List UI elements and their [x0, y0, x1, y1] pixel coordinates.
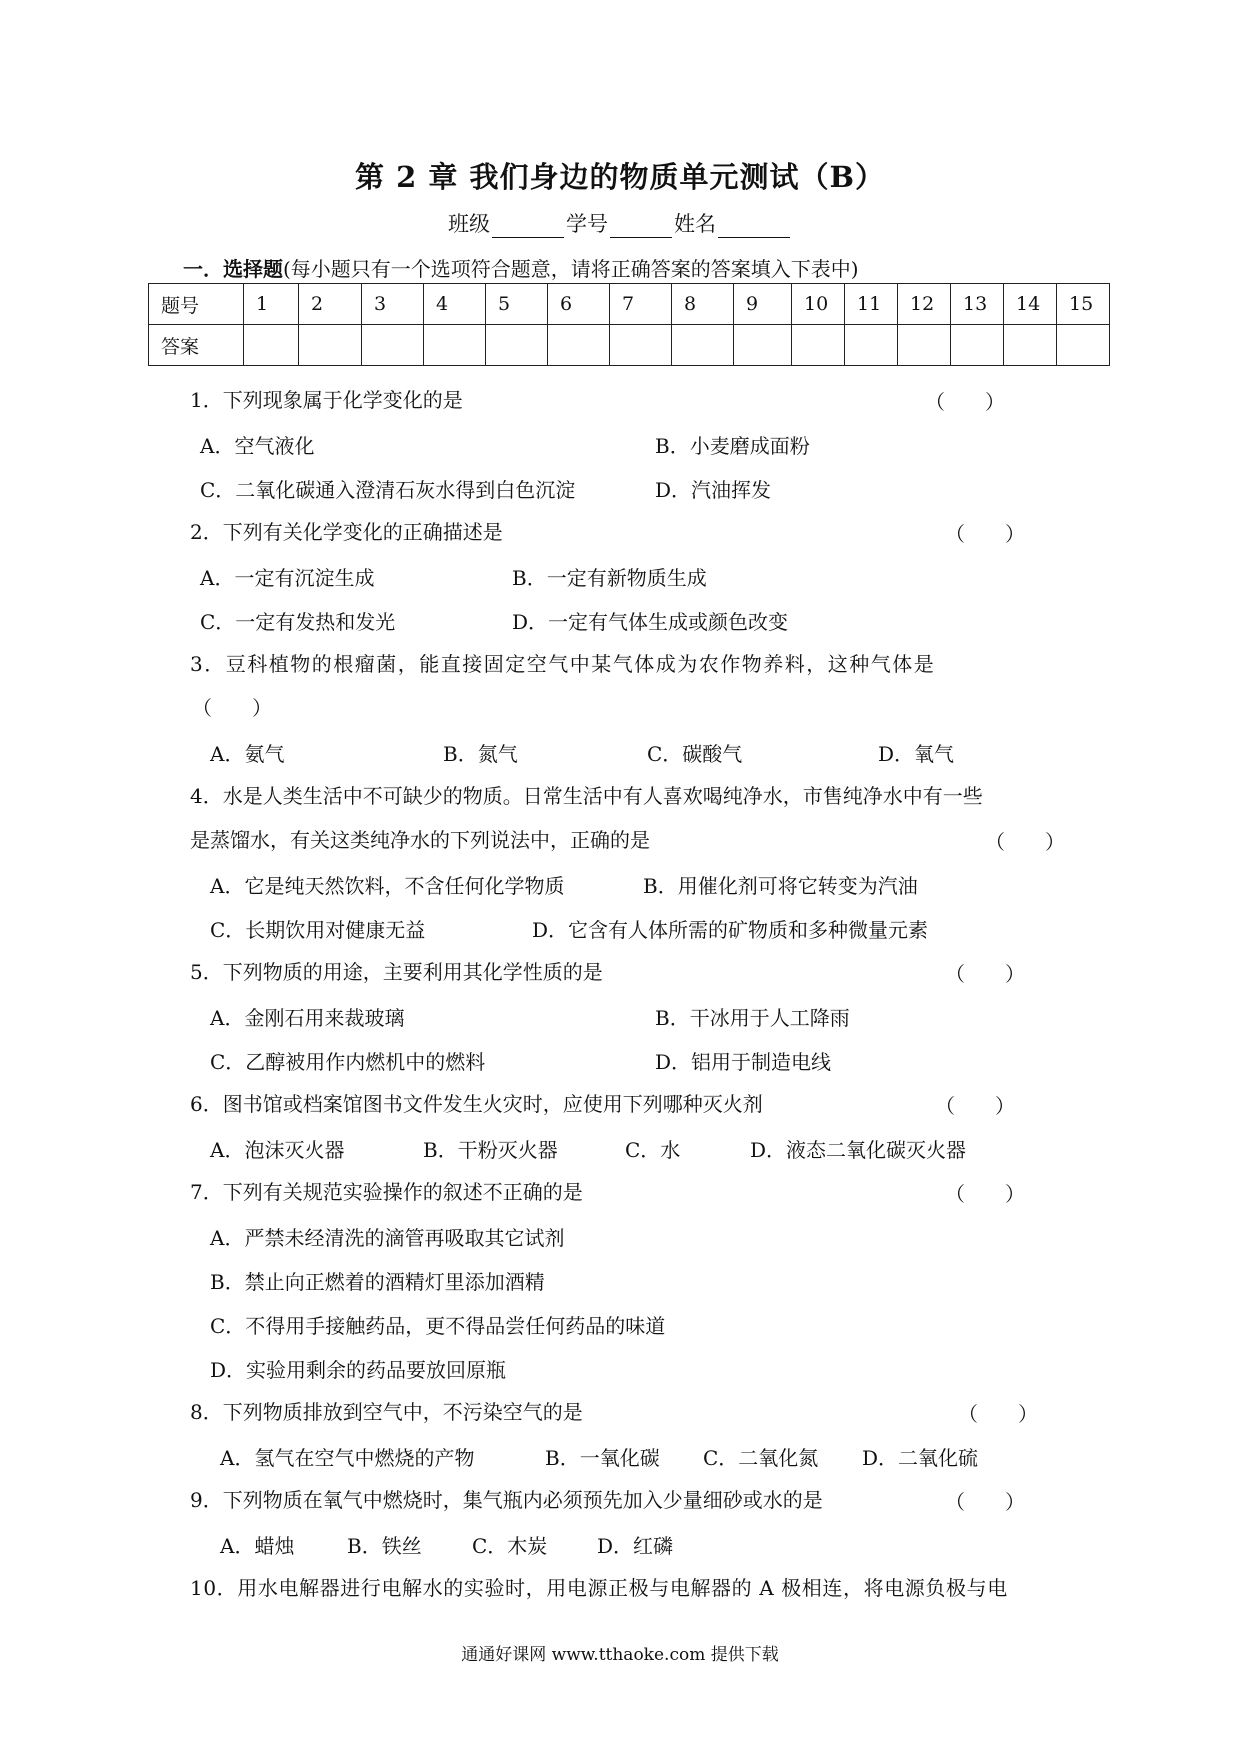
question-3-paren: （ ） — [192, 696, 272, 720]
table-number-cell: 2 — [299, 284, 362, 325]
answer-cell[interactable] — [792, 325, 845, 366]
question-9-option-a: A．蜡烛 — [220, 1534, 295, 1558]
table-number-cell: 14 — [1004, 284, 1057, 325]
question-9-option-b: B．铁丝 — [347, 1534, 422, 1558]
table-number-cell: 4 — [424, 284, 486, 325]
question-1-paren: （ ） — [925, 390, 1005, 414]
page-footer: 通通好课网 www.tthaoke.com 提供下载 — [461, 1645, 779, 1665]
question-4-option-a: A．它是纯天然饮料，不含任何化学物质 — [210, 874, 565, 898]
answer-cell[interactable] — [299, 325, 362, 366]
question-2-paren: （ ） — [945, 522, 1025, 546]
table-number-cell: 11 — [845, 284, 898, 325]
answer-table-number-row — [149, 284, 1110, 325]
question-8: 8．下列物质排放到空气中，不污染空气的是 — [190, 1400, 583, 1424]
question-9: 9．下列物质在氧气中燃烧时，集气瓶内必须预先加入少量细砂或水的是 — [190, 1488, 823, 1512]
question-10: 10．用水电解器进行电解水的实验时，用电源正极与电解器的 A 极相连，将电源负极与电 — [190, 1576, 1008, 1600]
table-number-cell: 15 — [1057, 284, 1110, 325]
question-2-option-c: C．一定有发热和发光 — [200, 610, 396, 634]
question-3-option-c: C．碳酸气 — [647, 742, 743, 766]
question-4-line-1: 4．水是人类生活中不可缺少的物质。日常生活中有人喜欢喝纯净水，市售纯净水中有一些 — [190, 784, 983, 808]
section-heading-note: (每小题只有一个选项符合题意，请将正确答案的答案填入下表中) — [283, 257, 859, 281]
table-number-cell: 8 — [672, 284, 734, 325]
table-number-cell: 6 — [548, 284, 610, 325]
page-title: 第 2 章 我们身边的物质单元测试（B） — [355, 160, 885, 194]
answer-cell[interactable] — [548, 325, 610, 366]
question-4-line-2: 是蒸馏水，有关这类纯净水的下列说法中，正确的是 — [190, 828, 650, 852]
question-7-option-d: D．实验用剩余的药品要放回原瓶 — [210, 1358, 507, 1382]
question-5: 5．下列物质的用途，主要利用其化学性质的是 — [190, 960, 603, 984]
question-6-option-c: C．水 — [625, 1138, 681, 1162]
question-6: 6．图书馆或档案馆图书文件发生火灾时，应使用下列哪种灭火剂 — [190, 1092, 763, 1116]
question-3-option-b: B．氮气 — [443, 742, 518, 766]
table-number-cell: 1 — [244, 284, 299, 325]
question-2: 2．下列有关化学变化的正确描述是 — [190, 520, 503, 544]
answer-cell[interactable] — [424, 325, 486, 366]
question-8-option-d: D．二氧化硫 — [862, 1446, 979, 1470]
answer-cell[interactable] — [1057, 325, 1110, 366]
question-2-option-d: D．一定有气体生成或颜色改变 — [512, 610, 789, 634]
question-3-option-d: D．氧气 — [878, 742, 955, 766]
answer-cell[interactable] — [898, 325, 951, 366]
student-info-line — [0, 208, 1240, 238]
section-heading-title: 一．选择题 — [183, 257, 283, 281]
answer-cell[interactable] — [244, 325, 299, 366]
answer-cell[interactable] — [610, 325, 672, 366]
row-label-answer: 答案 — [149, 325, 244, 366]
question-5-option-a: A．金刚石用来裁玻璃 — [210, 1006, 405, 1030]
question-2-option-b: B．一定有新物质生成 — [512, 566, 707, 590]
question-6-option-a: A．泡沫灭火器 — [210, 1138, 345, 1162]
question-7-option-b: B．禁止向正燃着的酒精灯里添加酒精 — [210, 1270, 545, 1294]
question-5-option-c: C．乙醇被用作内燃机中的燃料 — [210, 1050, 486, 1074]
question-8-option-b: B．一氧化碳 — [545, 1446, 660, 1470]
answer-cell[interactable] — [486, 325, 548, 366]
question-1-option-b: B．小麦磨成面粉 — [655, 434, 810, 458]
question-3-option-a: A．氨气 — [210, 742, 285, 766]
question-7-option-c: C．不得用手接触药品，更不得品尝任何药品的味道 — [210, 1314, 666, 1338]
question-4-paren: （ ） — [985, 830, 1065, 854]
answer-cell[interactable] — [362, 325, 424, 366]
question-4-option-c: C．长期饮用对健康无益 — [210, 918, 426, 942]
table-number-cell: 12 — [898, 284, 951, 325]
answer-table — [148, 283, 1110, 366]
question-9-option-c: C．木炭 — [472, 1534, 548, 1558]
answer-cell[interactable] — [951, 325, 1004, 366]
section-heading-choice — [183, 253, 859, 282]
question-5-option-d: D．铝用于制造电线 — [655, 1050, 832, 1074]
question-6-option-d: D．液态二氧化碳灭火器 — [750, 1138, 967, 1162]
name-blank — [718, 217, 790, 238]
question-2-option-a: A．一定有沉淀生成 — [200, 566, 375, 590]
answer-cell[interactable] — [1004, 325, 1057, 366]
question-7: 7．下列有关规范实验操作的叙述不正确的是 — [190, 1180, 583, 1204]
answer-cell[interactable] — [672, 325, 734, 366]
question-4-option-b: B．用催化剂可将它转变为汽油 — [643, 874, 918, 898]
question-1-option-a: A．空气液化 — [200, 434, 315, 458]
question-7-paren: （ ） — [945, 1182, 1025, 1206]
question-1: 1．下列现象属于化学变化的是 — [190, 388, 463, 412]
question-9-paren: （ ） — [945, 1490, 1025, 1514]
question-5-option-b: B．干冰用于人工降雨 — [655, 1006, 850, 1030]
table-number-cell: 9 — [734, 284, 792, 325]
question-8-option-a: A．氢气在空气中燃烧的产物 — [220, 1446, 475, 1470]
table-number-cell: 3 — [362, 284, 424, 325]
table-number-cell: 10 — [792, 284, 845, 325]
question-9-option-d: D．红磷 — [597, 1534, 674, 1558]
row-label-number: 题号 — [149, 284, 244, 325]
question-5-paren: （ ） — [945, 962, 1025, 986]
question-4-option-d: D．它含有人体所需的矿物质和多种微量元素 — [532, 918, 929, 942]
question-7-option-a: A．严禁未经清洗的滴管再吸取其它试剂 — [210, 1226, 565, 1250]
question-1-option-d: D．汽油挥发 — [655, 478, 772, 502]
name-label: 姓名 — [674, 212, 716, 236]
question-8-paren: （ ） — [958, 1402, 1038, 1426]
question-1-option-c: C．二氧化碳通入澄清石灰水得到白色沉淀 — [200, 478, 576, 502]
question-6-paren: （ ） — [935, 1094, 1015, 1118]
question-8-option-c: C．二氧化氮 — [703, 1446, 819, 1470]
class-label: 班级 — [448, 212, 490, 236]
answer-cell[interactable] — [734, 325, 792, 366]
student-id-label: 学号 — [566, 212, 608, 236]
question-6-option-b: B．干粉灭火器 — [423, 1138, 558, 1162]
class-blank — [492, 217, 564, 238]
answer-table-answer-row — [149, 325, 1110, 366]
table-number-cell: 5 — [486, 284, 548, 325]
question-3: 3．豆科植物的根瘤菌，能直接固定空气中某气体成为农作物养料，这种气体是 — [190, 652, 936, 676]
answer-cell[interactable] — [845, 325, 898, 366]
student-id-blank — [610, 217, 672, 238]
table-number-cell: 7 — [610, 284, 672, 325]
table-number-cell: 13 — [951, 284, 1004, 325]
